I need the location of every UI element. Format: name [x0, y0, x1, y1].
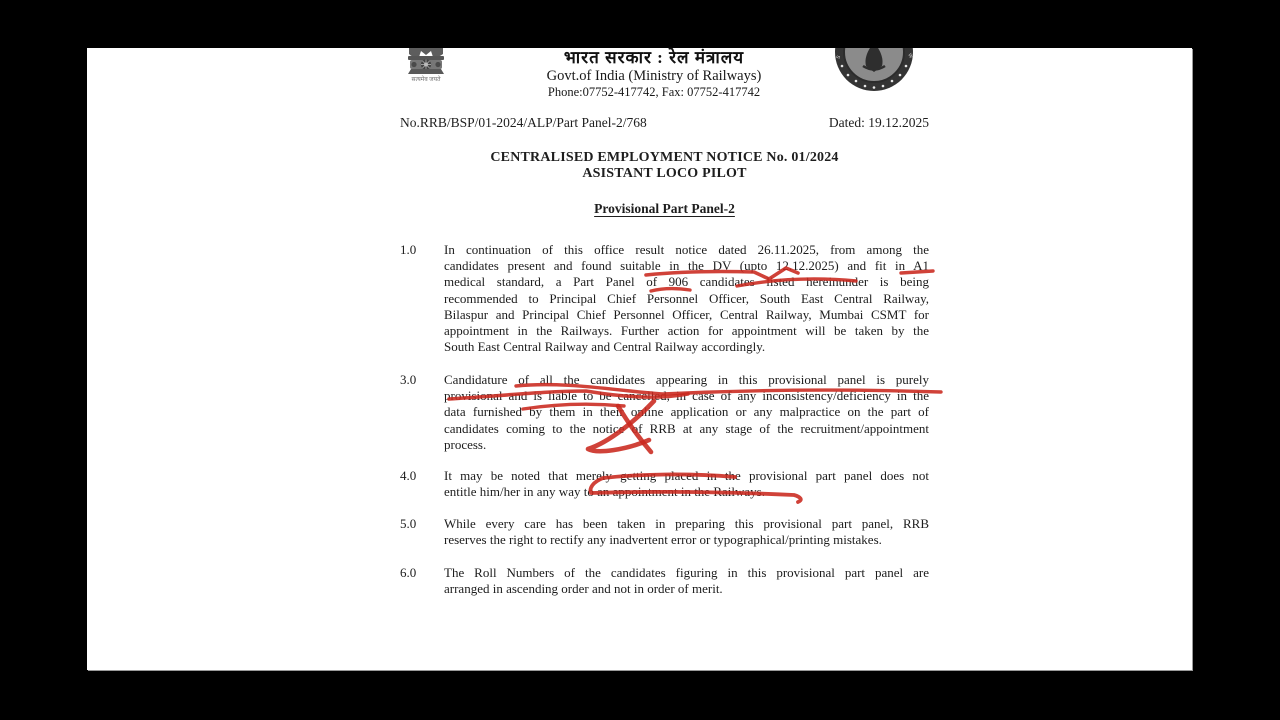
paragraph-line: entitle him/her in any way to an appointment in the Railways.	[444, 484, 765, 500]
paragraph-4	[400, 468, 929, 500]
paragraph-number: 3.0	[400, 372, 417, 387]
notice-title-line2: ASISTANT LOCO PILOT	[582, 165, 747, 181]
paragraph-line: reserves the right to rectify any inadvertent error or typographical/printing mistakes.	[444, 532, 882, 548]
ministry-title-english: Govt.of India (Ministry of Railways)	[546, 68, 762, 84]
paragraph-line: Candidature of all the candidates appearing in this provisional panel is purely	[444, 372, 929, 387]
paragraph-text	[444, 372, 929, 453]
indian-railways-seal-icon	[833, 48, 915, 93]
panel-subtitle: Provisional Part Panel-2	[594, 201, 735, 216]
notice-title	[400, 150, 929, 181]
emblem-caption: सत्यमेव जयते	[411, 77, 441, 83]
paragraph-text	[444, 565, 929, 597]
notice-title-line1: CENTRALISED EMPLOYMENT NOTICE No. 01/2024	[490, 150, 839, 165]
document-page	[87, 48, 1192, 670]
paragraph-5	[400, 516, 929, 548]
phone-fax-line: Phone:07752-417742, Fax: 07752-417742	[547, 85, 761, 99]
paragraph-1	[400, 242, 929, 355]
govt-india-emblem-icon	[401, 48, 451, 98]
paragraph-line: medical standard, a Part Panel of 906 candidates listed hereinunder is being	[444, 274, 929, 290]
svg-text:W: W	[906, 52, 914, 60]
reference-row	[400, 115, 929, 131]
paragraph-text	[444, 468, 929, 500]
reference-number: No.RRB/BSP/01-2024/ALP/Part Panel-2/768	[400, 115, 647, 130]
paragraph-number: 4.0	[400, 468, 417, 483]
paragraph-line: provisional and is liable to be cancelled, in case of any inconsistency/deficiency in the	[444, 388, 929, 404]
paragraph-line: process.	[444, 436, 487, 452]
dated-label: Dated: 19.12.2025	[828, 115, 929, 130]
paragraph-line: South East Central Railway and Central Railway accordingly.	[444, 339, 766, 355]
paragraph-number: 1.0	[400, 242, 417, 257]
paragraph-line: In continuation of this office result notice dated 26.11.2025, from among the	[444, 242, 929, 257]
paragraph-line: Bilaspur and Principal Chief Personnel Officer, Central Railway, Mumbai CSMT for	[444, 306, 929, 322]
paragraph-number: 6.0	[400, 565, 417, 580]
svg-text:S: S	[835, 54, 843, 60]
paragraph-3	[400, 372, 929, 453]
paragraph-text	[444, 242, 929, 355]
paragraph-line: The Roll Numbers of the candidates figuring in this provisional part panel are	[444, 565, 929, 580]
paragraph-line: recommended to Principal Chief Personnel Officer, South East Central Railway,	[444, 290, 929, 306]
ministry-title-hindi: भारत सरकार : रेल मंत्रालय	[563, 48, 745, 67]
paragraph-line: It may be noted that merely getting placed in the provisional part panel does not	[444, 468, 929, 483]
paragraph-line: candidates present and found suitable in the DV (upto 12.12.2025) and fit in A1	[444, 258, 929, 274]
paragraph-line: candidates coming to the notice of RRB at any stage of the recruitment/appointment	[444, 420, 929, 436]
paragraph-text	[444, 516, 929, 548]
paragraph-number: 5.0	[400, 516, 417, 531]
paragraph-line: While every care has been taken in preparing this provisional part panel, RRB	[444, 516, 929, 531]
paragraph-line: appointment in the Railways. Further action for appointment will be taken by the	[444, 322, 929, 338]
paragraph-line: data furnished by them in their online application or any malpractice on the part of	[444, 404, 929, 420]
paragraph-line: arranged in ascending order and not in order of merit.	[444, 581, 723, 597]
paragraph-6	[400, 565, 929, 597]
